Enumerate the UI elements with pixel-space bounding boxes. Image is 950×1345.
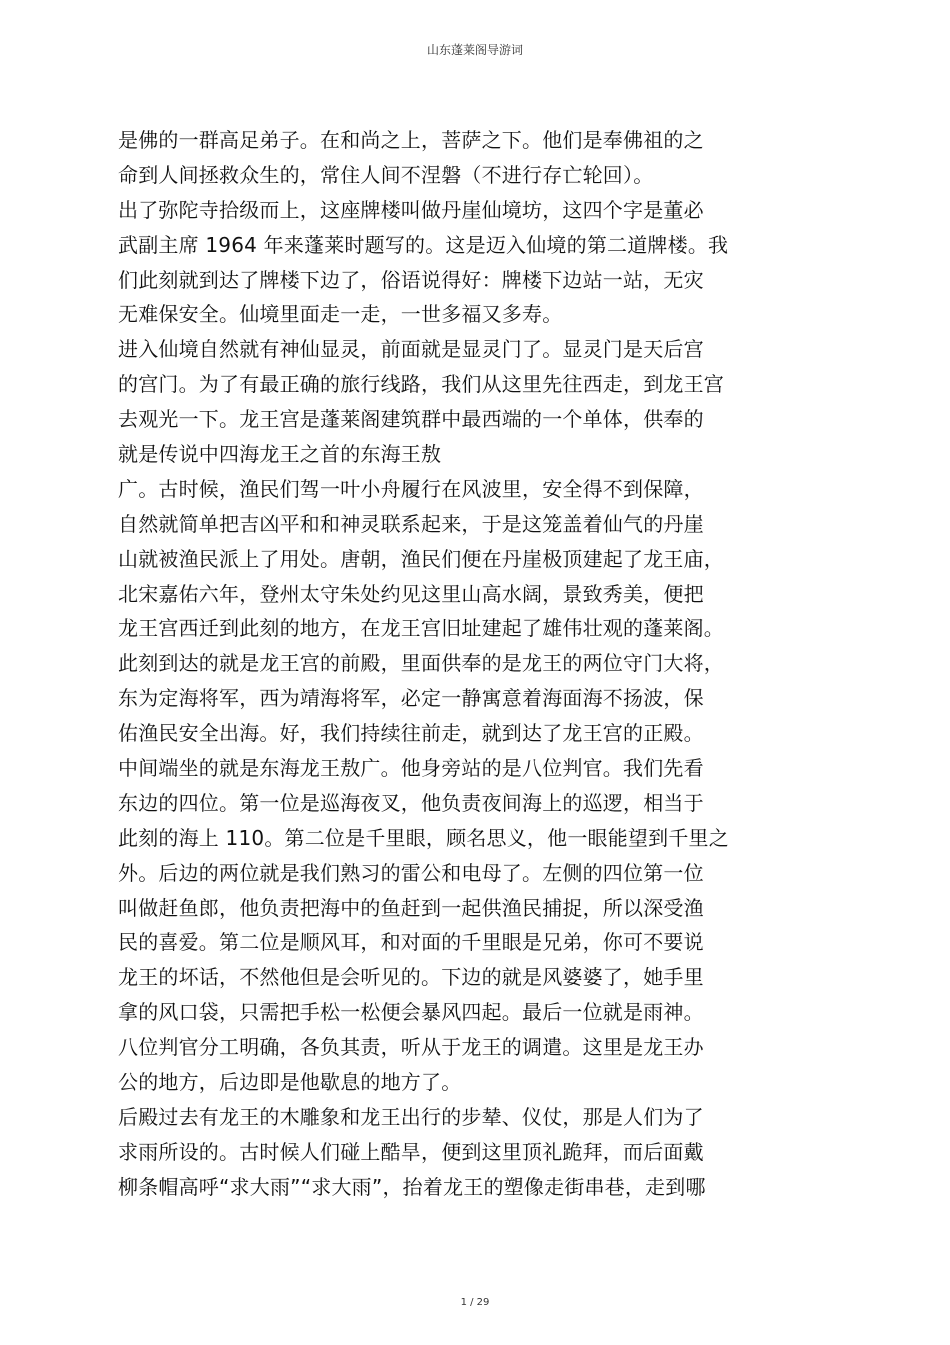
text-line: 公的地方，后边即是他歇息的地方了。 [118, 1070, 462, 1095]
text-line: 山就被渔民派上了用处。唐朝，渔民们便在丹崖极顶建起了龙王庙， [118, 546, 724, 571]
text-line: 武副主席 1964 年来蓬莱时题写的。这是迈入仙境的第二道牌楼。我 [118, 232, 729, 257]
text-line: 无难保安全。仙境里面走一走，一世多福又多寿。 [118, 302, 563, 327]
text-line: 北宋嘉佑六年，登州太守朱处约见这里山高水阔，景致秀美，便把 [118, 581, 704, 606]
text-line: 求雨所设的。古时候人们碰上酷旱，便到这里顶礼跪拜，而后面戴 [118, 1139, 704, 1164]
text-line: 的宫门。为了有最正确的旅行线路，我们从这里先往西走，到龙王宫 [118, 372, 724, 397]
text-line: 广。古时候，渔民们驾一叶小舟履行在风波里，安全得不到保障， [118, 476, 704, 501]
text-line: 们此刻就到达了牌楼下边了，俗语说得好：牌楼下边站一站，无灾 [118, 267, 704, 292]
text-line: 此刻到达的就是龙王宫的前殿，里面供奉的是龙王的两位守门大将， [118, 651, 724, 676]
text-line: 柳条帽高呼“求大雨”“求大雨”，抬着龙王的塑像走街串巷，走到哪 [118, 1174, 706, 1199]
text-line: 东为定海将军，西为靖海将军，必定一静寓意着海面海不扬波，保 [118, 686, 704, 711]
text-line: 东边的四位。第一位是巡海夜叉，他负责夜间海上的巡逻，相当于 [118, 790, 704, 815]
text-line: 进入仙境自然就有神仙显灵，前面就是显灵门了。显灵门是天后宫 [118, 337, 704, 362]
text-line: 佑渔民安全出海。好，我们持续往前走，就到达了龙王宫的正殿。 [118, 721, 704, 746]
page-header-title: 山东蓬莱阁导游词 [426, 43, 523, 57]
page-number: 1 / 29 [460, 1297, 490, 1308]
text-line: 是佛的一群高足弟子。在和尚之上，菩萨之下。他们是奉佛祖的之 [118, 128, 704, 152]
text-line: 八位判官分工明确，各负其责，听从于龙王的调遣。这里是龙王办 [118, 1035, 704, 1060]
document-body [118, 126, 758, 1208]
text-line: 外。后边的两位就是我们熟习的雷公和电母了。左侧的四位第一位 [118, 860, 704, 885]
text-line: 民的喜爱。第二位是顺风耳，和对面的千里眼是兄弟，你可不要说 [118, 930, 704, 955]
text-line: 拿的风口袋，只需把手松一松便会暴风四起。最后一位就是雨神。 [118, 1000, 704, 1025]
text-line: 去观光一下。龙王宫是蓬莱阁建筑群中最西端的一个单体，供奉的 [118, 407, 704, 432]
text-line: 叫做赶鱼郎，他负责把海中的鱼赶到一起供渔民捕捉，所以深受渔 [118, 895, 704, 920]
text-line: 就是传说中四海龙王之首的东海王敖 [118, 442, 442, 467]
text-line: 此刻的海上 110。第二位是千里眼，顾名思义，他一眼能望到千里之 [118, 825, 729, 850]
text-line: 后殿过去有龙王的木雕象和龙王出行的步辇、仪仗，那是人们为了 [118, 1104, 704, 1129]
text-line: 出了弥陀寺拾级而上，这座牌楼叫做丹崖仙境坊，这四个字是董必 [118, 197, 704, 222]
text-line: 龙王宫西迁到此刻的地方，在龙王宫旧址建起了雄伟壮观的蓬莱阁。 [118, 616, 724, 641]
text-line: 命到人间拯救众生的，常住人间不涅磐（不进行存亡轮回）。 [118, 162, 654, 187]
text-line: 自然就简单把吉凶平和和神灵联系起来，于是这笼盖着仙气的丹崖 [118, 511, 704, 536]
text-line: 中间端坐的就是东海龙王敖广。他身旁站的是八位判官。我们先看 [118, 756, 704, 781]
text-line: 龙王的坏话，不然他但是会听见的。下边的就是风婆婆了，她手里 [118, 965, 704, 990]
